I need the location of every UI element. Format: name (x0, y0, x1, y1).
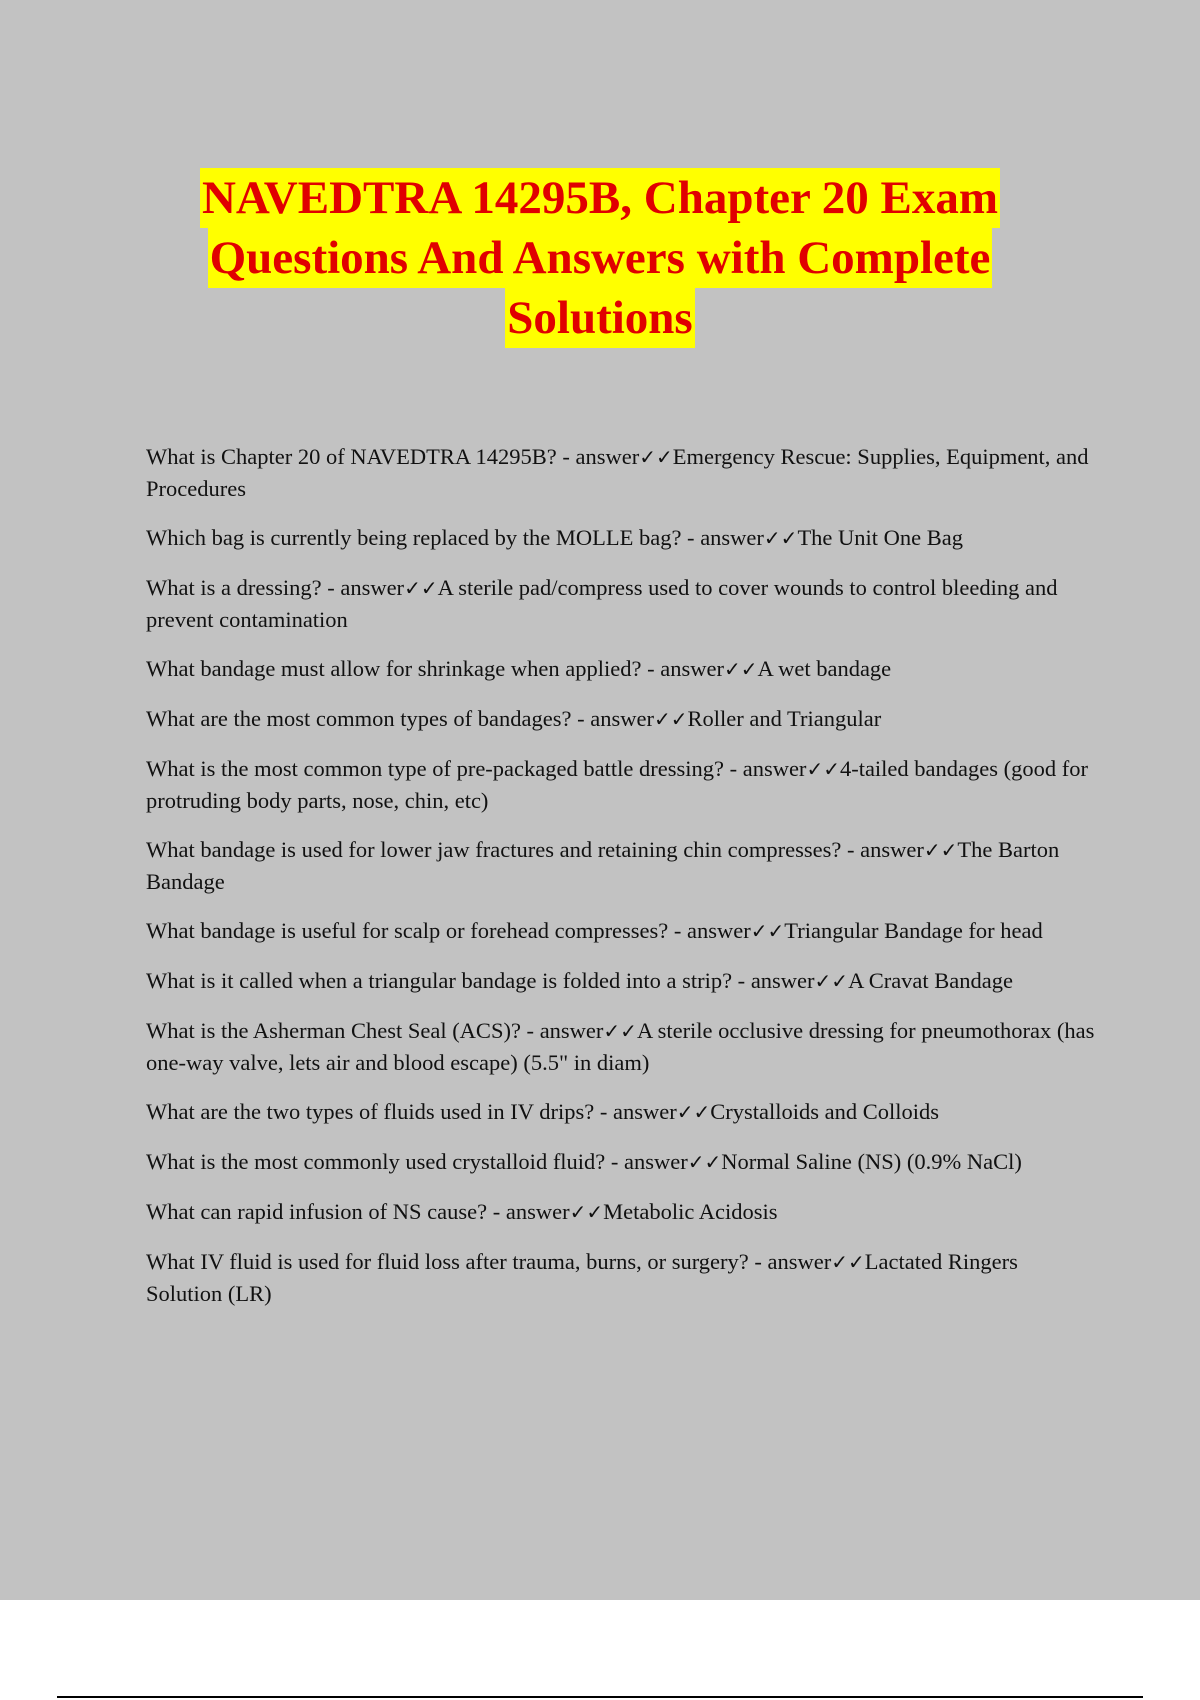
answer-text: A wet bandage (757, 656, 892, 681)
qa-item (146, 1196, 1096, 1228)
question-text: What are the most common types of bandages? - (146, 706, 591, 731)
double-check-icon: ✓✓ (750, 919, 785, 943)
answer-marker: answer (539, 1018, 604, 1043)
answer-marker: answer (590, 706, 654, 731)
qa-item (146, 1096, 1096, 1128)
answer-marker: answer (505, 1199, 570, 1224)
answer-marker: answer (700, 525, 764, 550)
answer-marker: answer (742, 756, 807, 781)
answer-text: The Unit One Bag (797, 525, 964, 550)
qa-item (146, 965, 1096, 997)
qa-item (146, 753, 1096, 816)
qa-item (146, 572, 1096, 635)
double-check-icon: ✓✓ (639, 445, 673, 469)
qa-item (146, 441, 1096, 504)
footer-divider (57, 1696, 1143, 1698)
answer-text: Roller and Triangular (687, 706, 882, 731)
answer-text: Triangular Bandage for head (784, 918, 1043, 943)
title-line (0, 168, 1200, 228)
answer-marker: answer (624, 1149, 688, 1174)
document-title (0, 168, 1200, 348)
question-text: What is the most common type of pre-packaged battle dressing? - (146, 756, 743, 781)
answer-text: The Barton Bandage (146, 837, 1060, 894)
answer-text: A sterile pad/compress used to cover wounds to control bleeding and prevent contamination (146, 575, 1058, 632)
double-check-icon: ✓✓ (653, 707, 688, 731)
qa-item (146, 703, 1096, 735)
answer-text: Metabolic Acidosis (603, 1199, 778, 1224)
answer-marker: answer (860, 837, 924, 862)
question-text: Which bag is currently being replaced by the MOLLE bag? - (146, 525, 701, 550)
double-check-icon: ✓✓ (723, 657, 758, 681)
double-check-icon: ✓✓ (404, 576, 438, 600)
question-text: What is it called when a triangular bandage is folded into a strip? - (146, 968, 751, 993)
double-check-icon: ✓✓ (687, 1150, 722, 1174)
question-text: What IV fluid is used for fluid loss after trauma, burns, or surgery? - (146, 1249, 768, 1274)
title-line-text: Questions And Answers with Complete (208, 228, 993, 288)
double-check-icon: ✓✓ (806, 757, 840, 781)
answer-marker: answer (687, 918, 751, 943)
double-check-icon: ✓✓ (923, 838, 958, 862)
answer-text: A Cravat Bandage (848, 968, 1014, 993)
page-footer-area (0, 1600, 1200, 1700)
answer-text: Emergency Rescue: Supplies, Equipment, and Procedures (146, 444, 1089, 501)
question-text: What is a dressing? - (146, 575, 341, 600)
answer-text: Crystalloids and Colloids (710, 1099, 939, 1124)
qa-item (146, 1015, 1096, 1078)
title-line-text: Solutions (505, 288, 694, 348)
answer-marker: answer (612, 1099, 677, 1124)
answer-text: 4-tailed bandages (good for protruding body parts, nose, chin, etc) (146, 756, 1088, 813)
answer-text: Lactated Ringers Solution (LR) (146, 1249, 1018, 1306)
double-check-icon: ✓✓ (831, 1250, 865, 1274)
double-check-icon: ✓✓ (676, 1100, 711, 1124)
qa-item (146, 915, 1096, 947)
question-text: What are the two types of fluids used in IV drips? - (146, 1099, 613, 1124)
answer-text: Normal Saline (NS) (0.9% NaCl) (721, 1149, 1022, 1174)
title-line (0, 288, 1200, 348)
question-text: What is the Asherman Chest Seal (ACS)? - (146, 1018, 540, 1043)
answer-text: A sterile occlusive dressing for pneumothorax (has one-way valve, lets air and blood escape) (5.5" in diam) (146, 1018, 1095, 1075)
answer-marker: answer (340, 575, 405, 600)
answer-marker: answer (750, 968, 815, 993)
qa-item (146, 522, 1096, 554)
double-check-icon: ✓✓ (814, 969, 849, 993)
question-text: What is Chapter 20 of NAVEDTRA 14295B? - (146, 444, 576, 469)
qa-item (146, 1246, 1096, 1309)
question-text: What can rapid infusion of NS cause? - (146, 1199, 506, 1224)
double-check-icon: ✓✓ (569, 1200, 604, 1224)
question-text: What bandage must allow for shrinkage when applied? - (146, 656, 661, 681)
question-text: What bandage is used for lower jaw fractures and retaining chin compresses? - (146, 837, 861, 862)
answer-marker: answer (767, 1249, 832, 1274)
qa-item (146, 834, 1096, 897)
question-text: What bandage is useful for scalp or forehead compresses? - (146, 918, 688, 943)
title-line-text: NAVEDTRA 14295B, Chapter 20 Exam (200, 168, 1000, 228)
question-text: What is the most commonly used crystalloid fluid? - (146, 1149, 625, 1174)
qa-item (146, 653, 1096, 685)
answer-marker: answer (575, 444, 640, 469)
qa-item (146, 1146, 1096, 1178)
qa-list (146, 441, 1096, 1327)
double-check-icon: ✓✓ (763, 526, 798, 550)
double-check-icon: ✓✓ (603, 1019, 637, 1043)
answer-marker: answer (660, 656, 724, 681)
title-line (0, 228, 1200, 288)
